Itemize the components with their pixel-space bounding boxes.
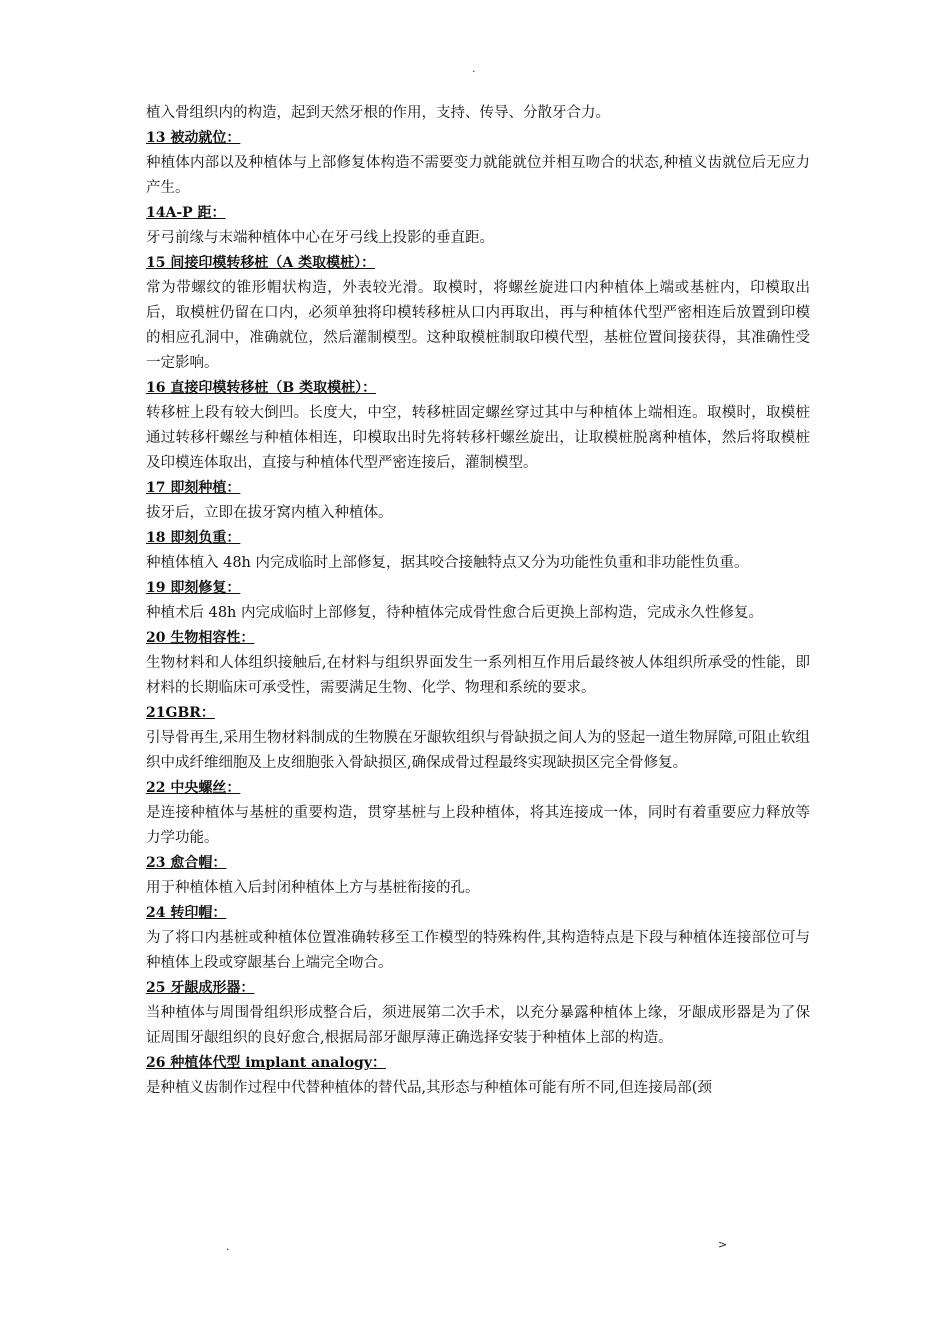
page-bottom-left-marker: . [226,1240,230,1253]
term-heading-23: 23 愈合帽： [146,855,227,871]
term-heading-15: 15 间接印模转移桩（A 类取模桩）： [146,255,376,271]
term-heading-26: 26 种植体代型 implant analogy： [146,1055,386,1071]
term-definition-18: 种植体植入 48h 内完成临时上部修复，据其咬合接触特点又分为功能性负重和非功能性负重。 [146,555,749,571]
term-heading-21: 21GBR： [146,705,215,721]
term-heading-24: 24 转印帽： [146,905,227,921]
page-bottom-right-marker: > [718,1238,728,1251]
page-top-marker: . [472,62,476,75]
term-heading-13: 13 被动就位： [146,130,241,146]
term-definition-26: 是种植义齿制作过程中代替种植体的替代品,其形态与种植体可能有所不同,但连接局部(颈 [146,1080,712,1096]
term-definition-20: 生物材料和人体组织接触后,在材料与组织界面发生一系列相互作用后最终被人体组织所承受的性能，即材料的长期临床可承受性，需要满足生物、化学、物理和系统的要求。 [146,655,810,696]
term-definition-17: 拔牙后，立即在拔牙窝内植入种植体。 [146,505,393,521]
term-heading-17: 17 即刻种植： [146,480,241,496]
term-definition-19: 种植术后 48h 内完成临时上部修复，待种植体完成骨性愈合后更换上部构造，完成永久性修复。 [146,605,764,621]
term-definition-15: 常为带螺纹的锥形帽状构造，外表较光滑。取模时，将螺丝旋进口内种植体上端或基桩内，印模取出后，取模桩仍留在口内，必须单独将印模转移桩从口内再取出，再与种植体代型严密相连后放置到印模的相应孔洞中，准确就位，然后灌制模型。这种取模桩制取印模代型，基桩位置间接获得，其准确性受一定影响。 [146,280,810,371]
term-definition-23: 用于种植体植入后封闭种植体上方与基桩衔接的孔。 [146,880,480,896]
document-body [146,101,810,1101]
intro-paragraph: 植入骨组织内的构造，起到天然牙根的作用，支持、传导、分散牙合力。 [146,105,610,121]
term-definition-25: 当种植体与周围骨组织形成整合后，须进展第二次手术，以充分暴露种植体上缘，牙龈成形器是为了保证周围牙龈组织的良好愈合,根据局部牙龈厚薄正确选择安装于种植体上部的构造。 [146,1005,810,1046]
term-heading-20: 20 生物相容性： [146,630,255,646]
term-heading-14: 14A-P 距： [146,205,226,221]
term-heading-19: 19 即刻修复： [146,580,241,596]
term-heading-16: 16 直接印模转移桩（B 类取模桩）： [146,380,377,396]
term-definition-14: 牙弓前缘与末端种植体中心在牙弓线上投影的垂直距。 [146,230,494,246]
term-definition-21: 引导骨再生,采用生物材料制成的生物膜在牙龈软组织与骨缺损之间人为的竖起一道生物屏障,可阻止软组织中成纤维细胞及上皮细胞张入骨缺损区,确保成骨过程最终实现缺损区完全骨修复。 [146,730,810,771]
term-heading-22: 22 中央螺丝： [146,780,241,796]
term-definition-24: 为了将口内基桩或种植体位置准确转移至工作模型的特殊构件,其构造特点是下段与种植体连接部位可与种植体上段或穿龈基台上端完全吻合。 [146,930,810,971]
term-heading-25: 25 牙龈成形器： [146,980,255,996]
term-definition-22: 是连接种植体与基桩的重要构造，贯穿基桩与上段种植体，将其连接成一体，同时有着重要应力释放等力学功能。 [146,805,810,846]
term-heading-18: 18 即刻负重： [146,530,241,546]
term-definition-16: 转移桩上段有较大倒凹。长度大，中空，转移桩固定螺丝穿过其中与种植体上端相连。取模时，取模桩通过转移杆螺丝与种植体相连，印模取出时先将转移杆螺丝旋出，让取模桩脱离种植体，然后将取模桩及印模连体取出，直接与种植体代型严密连接后，灌制模型。 [146,405,810,471]
term-definition-13: 种植体内部以及种植体与上部修复体构造不需要变力就能就位并相互吻合的状态,种植义齿就位后无应力产生。 [146,155,810,196]
